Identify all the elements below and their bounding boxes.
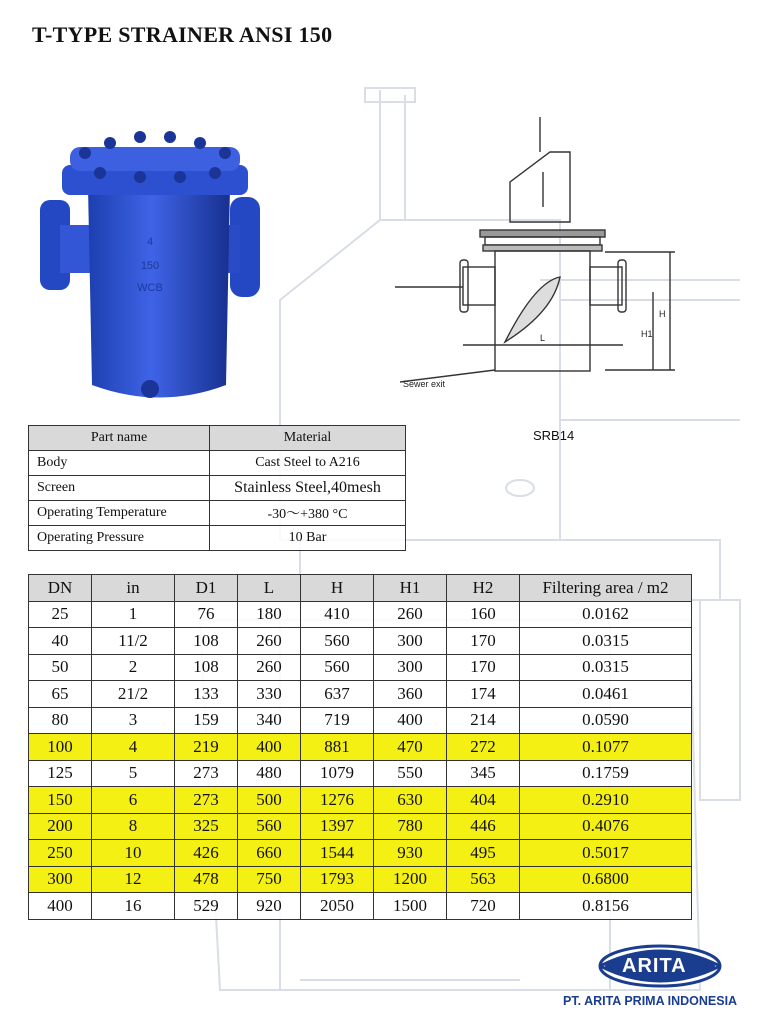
logo-word: ARITA [622,955,687,977]
table-cell: 330 [238,681,301,708]
table-cell: 480 [238,760,301,787]
table-cell: 2050 [301,893,374,920]
table-cell: 300 [374,628,447,655]
table-cell: 345 [447,760,520,787]
table-cell: 1 [92,601,175,628]
strainer-photo [30,125,280,415]
table-cell: 750 [238,866,301,893]
table-cell: 0.0315 [520,654,692,681]
materials-table [28,425,406,551]
dim-label-h: H [659,309,666,319]
table-cell: 1544 [301,840,374,867]
table-cell: 260 [238,628,301,655]
table-row [29,840,692,867]
table-cell: 108 [175,654,238,681]
table-cell: 260 [374,601,447,628]
table-cell: 300 [29,866,92,893]
table-cell: 160 [447,601,520,628]
table-cell: 200 [29,813,92,840]
table-cell: 133 [175,681,238,708]
table-cell: 125 [29,760,92,787]
part-name: Operating Pressure [29,526,210,551]
table-cell: 100 [29,734,92,761]
table-cell: 478 [175,866,238,893]
table-cell: 529 [175,893,238,920]
table-cell: 250 [29,840,92,867]
table-cell: 0.4076 [520,813,692,840]
material: -30～+380 °C [210,501,406,526]
strainer-schematic [385,112,685,402]
table-cell: 1793 [301,866,374,893]
table-cell: 500 [238,787,301,814]
table-row [29,787,692,814]
table-cell: 470 [374,734,447,761]
table-row [29,734,692,761]
dim-label-l: L [540,333,546,343]
table-cell: 410 [301,601,374,628]
dim-header-1: in [92,575,175,602]
table-cell: 11/2 [92,628,175,655]
table-cell: 0.0461 [520,681,692,708]
table-cell: 660 [238,840,301,867]
page-title: T-TYPE STRAINER ANSI 150 [32,22,333,47]
table-cell: 170 [447,654,520,681]
table-cell: 76 [175,601,238,628]
table-cell: 0.2910 [520,787,692,814]
part-name: Operating Temperature [29,501,210,526]
table-cell: 780 [374,813,447,840]
table-cell: 8 [92,813,175,840]
table-cell: 1276 [301,787,374,814]
table-cell: 21/2 [92,681,175,708]
table-cell: 0.5017 [520,840,692,867]
table-cell: 1397 [301,813,374,840]
table-cell: 273 [175,760,238,787]
materials-header-row [29,426,406,451]
part-name: Screen [29,476,210,501]
table-cell: 65 [29,681,92,708]
table-cell: 930 [374,840,447,867]
casting-mark-size: 4 [146,236,154,248]
dim-header-2: D1 [175,575,238,602]
table-cell: 446 [447,813,520,840]
material: 10 Bar [210,526,406,551]
table-cell: 404 [447,787,520,814]
table-cell: 340 [238,707,301,734]
table-row [29,476,406,501]
casting-mark-class: 150 [140,260,160,272]
table-row [29,628,692,655]
table-cell: 1500 [374,893,447,920]
table-cell: 560 [301,654,374,681]
table-cell: 360 [374,681,447,708]
dim-header-5: H1 [374,575,447,602]
table-cell: 180 [238,601,301,628]
dim-header-7: Filtering area / m2 [520,575,692,602]
table-cell: 0.6800 [520,866,692,893]
table-cell: 300 [374,654,447,681]
company-name: PT. ARITA PRIMA INDONESIA [563,994,738,1008]
table-cell: 150 [29,787,92,814]
header-part-name: Part name [29,426,210,451]
table-cell: 630 [374,787,447,814]
table-cell: 3 [92,707,175,734]
table-row [29,893,692,920]
dimensions-table [28,574,692,920]
table-cell: 108 [175,628,238,655]
table-cell: 260 [238,654,301,681]
table-cell: 560 [301,628,374,655]
table-cell: 12 [92,866,175,893]
table-cell: 5 [92,760,175,787]
table-cell: 4 [92,734,175,761]
table-cell: 40 [29,628,92,655]
table-cell: 159 [175,707,238,734]
table-cell: 6 [92,787,175,814]
table-row [29,501,406,526]
part-name: Body [29,451,210,476]
table-cell: 273 [175,787,238,814]
table-cell: 563 [447,866,520,893]
dimensions-body [29,601,692,919]
table-cell: 0.1077 [520,734,692,761]
table-cell: 550 [374,760,447,787]
schematic-code: SRB14 [533,428,575,443]
material: Cast Steel to A216 [210,451,406,476]
table-row [29,707,692,734]
casting-mark-material: WCB [137,282,163,294]
table-cell: 881 [301,734,374,761]
material: Stainless Steel,40mesh [210,476,406,501]
dim-label-h1: H1 [641,329,653,339]
table-cell: 495 [447,840,520,867]
table-cell: 10 [92,840,175,867]
table-cell: 170 [447,628,520,655]
table-cell: 16 [92,893,175,920]
dim-header-4: H [301,575,374,602]
table-cell: 0.0162 [520,601,692,628]
table-row [29,760,692,787]
table-cell: 214 [447,707,520,734]
table-cell: 719 [301,707,374,734]
header-material: Material [210,426,406,451]
dim-header-6: H2 [447,575,520,602]
table-cell: 1079 [301,760,374,787]
table-row [29,451,406,476]
table-cell: 0.0590 [520,707,692,734]
table-cell: 426 [175,840,238,867]
table-cell: 25 [29,601,92,628]
table-cell: 219 [175,734,238,761]
dim-header-0: DN [29,575,92,602]
table-row [29,813,692,840]
table-cell: 637 [301,681,374,708]
table-row [29,654,692,681]
dimensions-header-row [29,575,692,602]
sewer-exit-label: Sewer exit [403,379,446,389]
table-cell: 400 [374,707,447,734]
table-cell: 920 [238,893,301,920]
table-cell: 325 [175,813,238,840]
table-cell: 2 [92,654,175,681]
table-cell: 0.8156 [520,893,692,920]
table-cell: 720 [447,893,520,920]
table-cell: 400 [238,734,301,761]
table-cell: 50 [29,654,92,681]
table-cell: 0.1759 [520,760,692,787]
table-cell: 174 [447,681,520,708]
dim-header-3: L [238,575,301,602]
table-row [29,526,406,551]
table-cell: 0.0315 [520,628,692,655]
table-cell: 400 [29,893,92,920]
table-row [29,681,692,708]
table-cell: 272 [447,734,520,761]
table-row [29,866,692,893]
table-row [29,601,692,628]
table-cell: 1200 [374,866,447,893]
table-cell: 80 [29,707,92,734]
table-cell: 560 [238,813,301,840]
